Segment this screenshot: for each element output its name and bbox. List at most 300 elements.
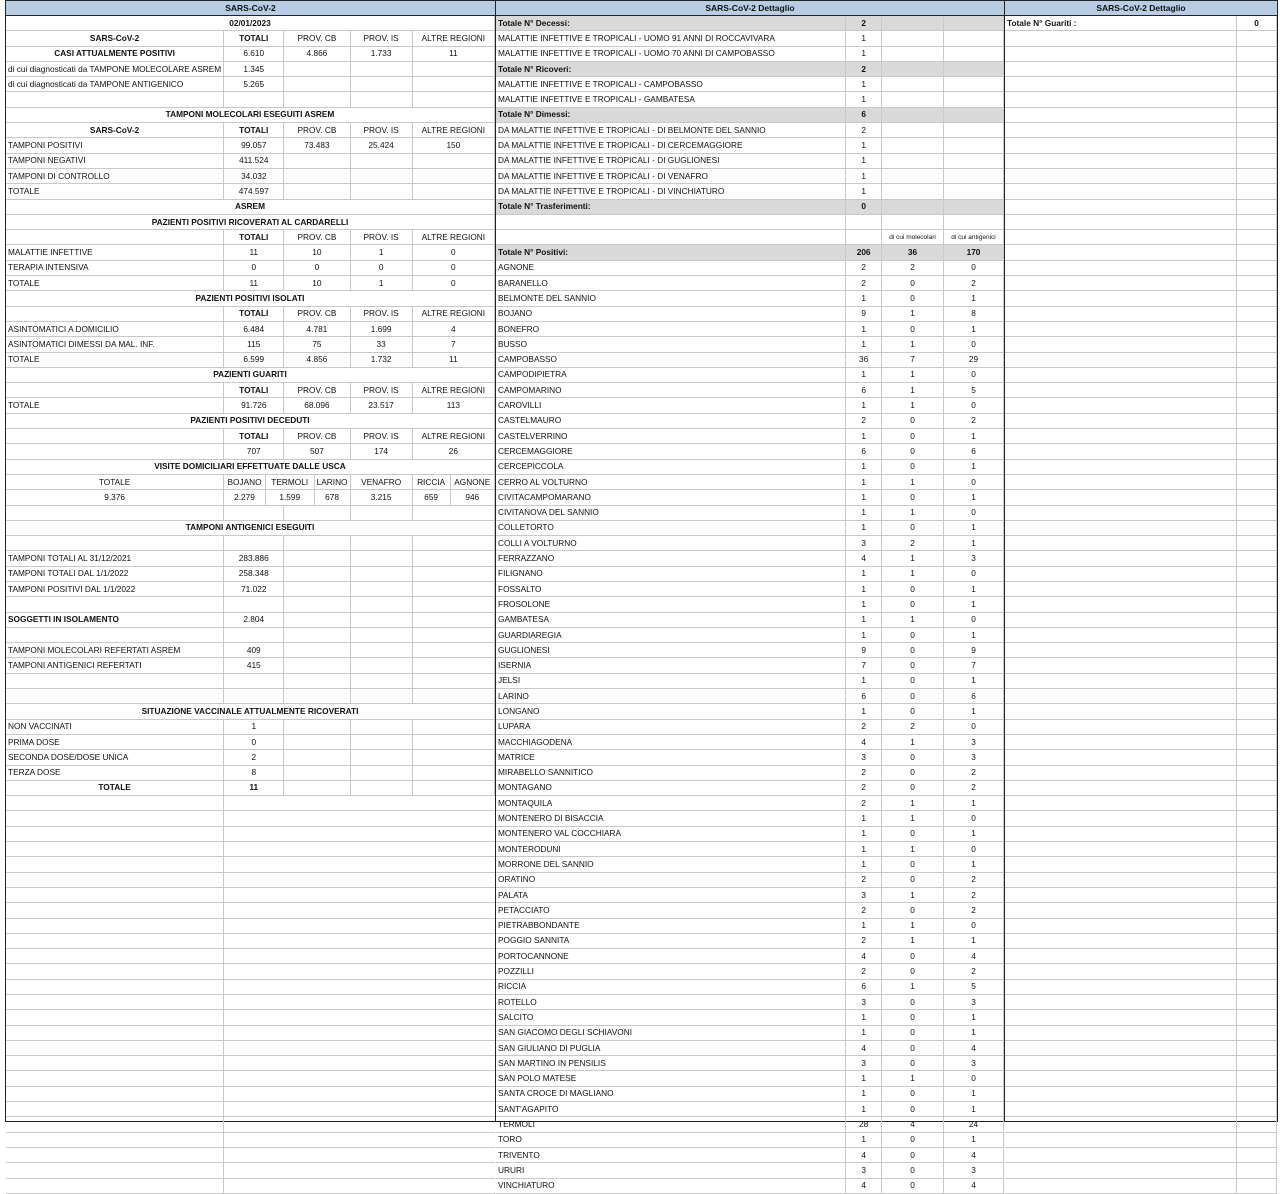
comune-name: MACCHIAGODENA [496, 734, 846, 749]
comune-total: 28 [846, 1117, 882, 1132]
table-cell [6, 1132, 224, 1147]
empty-row [1005, 214, 1277, 229]
table-row [496, 245, 1004, 260]
comune-row [496, 765, 1004, 780]
table-cell [1237, 780, 1277, 795]
empty-row [1005, 765, 1277, 780]
row-label: SOGGETTI IN ISOLAMENTO [6, 612, 224, 627]
empty-row [6, 1086, 495, 1101]
table-cell [6, 995, 224, 1010]
table-cell [412, 995, 494, 1010]
table-cell: TOTALI [224, 429, 284, 444]
row-label: TERAPIA INTENSIVA [6, 260, 224, 275]
table-cell [6, 949, 224, 964]
table-cell [6, 230, 224, 245]
table-row [496, 31, 1004, 46]
table-cell [1237, 46, 1277, 61]
table-row [6, 107, 495, 122]
comune-total: 3 [846, 536, 882, 551]
comune-name: ROTELLO [496, 995, 846, 1010]
comune-antigenici: 4 [944, 949, 1004, 964]
table-cell [1237, 566, 1277, 581]
table-cell [1237, 1071, 1277, 1086]
table-row [6, 352, 495, 367]
table-cell [224, 1132, 284, 1147]
summary-table [6, 16, 495, 1194]
table-row [6, 337, 495, 352]
comune-antigenici: 1 [944, 490, 1004, 505]
comune-row [496, 842, 1004, 857]
table-cell [1237, 1040, 1277, 1055]
detail-value: 1 [846, 138, 882, 153]
table-cell [1237, 337, 1277, 352]
comune-antigenici: 1 [944, 1132, 1004, 1147]
table-row [496, 77, 1004, 92]
prov-cb-value: 10 [284, 245, 350, 260]
table-cell [1237, 505, 1277, 520]
row-label: SECONDA DOSE/DOSE UNICA [6, 750, 224, 765]
table-cell [944, 199, 1004, 214]
comune-antigenici: 4 [944, 1147, 1004, 1162]
table-cell [1005, 750, 1237, 765]
table-row [6, 719, 495, 734]
table-row [6, 92, 495, 107]
table-cell [1237, 872, 1277, 887]
comune-name: BELMONTE DEL SANNIO [496, 291, 846, 306]
table-row [496, 61, 1004, 76]
comune-antigenici: 0 [944, 918, 1004, 933]
table-cell [1005, 734, 1237, 749]
table-cell [350, 1025, 412, 1040]
comune-molecolari: 1 [882, 918, 944, 933]
comune-antigenici: 1 [944, 1102, 1004, 1117]
table-cell [350, 566, 412, 581]
totali-value: 91.726 [224, 398, 284, 413]
empty-row [1005, 1132, 1277, 1147]
comune-total: 2 [846, 933, 882, 948]
comune-name: PIETRABBONDANTE [496, 918, 846, 933]
table-cell [6, 597, 224, 612]
guariti-table [1005, 16, 1277, 1194]
row-label: TOTALE [6, 276, 224, 291]
col-totali: TOTALI [224, 306, 284, 321]
table-cell [412, 1086, 494, 1101]
comune-name: SANT'AGAPITO [496, 1102, 846, 1117]
table-row [6, 612, 495, 627]
empty-row [1005, 1040, 1277, 1055]
empty-row [1005, 796, 1277, 811]
comune-name: BARANELLO [496, 276, 846, 291]
row-label: ASINTOMATICI DIMESSI DA MAL. INF. [6, 337, 224, 352]
table-cell [412, 77, 494, 92]
table-cell [350, 1132, 412, 1147]
table-cell [224, 536, 284, 551]
empty-row [1005, 566, 1277, 581]
empty-row [1005, 612, 1277, 627]
comune-antigenici: 1 [944, 1010, 1004, 1025]
comune-name: TORO [496, 1132, 846, 1147]
prov-cb-value: 10 [284, 276, 350, 291]
comune-total: 1 [846, 826, 882, 841]
table-cell [1237, 260, 1277, 275]
table-cell [284, 1025, 350, 1040]
row-label: TAMPONI TOTALI DAL 1/1/2022 [6, 566, 224, 581]
table-cell: 174 [350, 444, 412, 459]
table-cell [1237, 199, 1277, 214]
table-row [6, 734, 495, 749]
col-prov-cb: PROV. CB [284, 31, 350, 46]
prov-cb-value: 4.866 [284, 46, 350, 61]
table-cell [1005, 490, 1237, 505]
table-cell [1005, 612, 1237, 627]
table-cell [224, 1163, 284, 1178]
comune-antigenici: 3 [944, 551, 1004, 566]
table-cell [6, 383, 224, 398]
comune-total: 1 [846, 597, 882, 612]
table-cell [412, 811, 494, 826]
table-cell [284, 673, 350, 688]
empty-row [1005, 429, 1277, 444]
row-label: TAMPONI TOTALI AL 31/12/2021 [6, 551, 224, 566]
section-title: ASREM [6, 199, 495, 214]
table-cell [944, 214, 1004, 229]
comune-antigenici: 8 [944, 306, 1004, 321]
table-cell [6, 1025, 224, 1040]
row-label: di cui diagnosticati da TAMPONE ANTIGENICO [6, 77, 224, 92]
table-cell [412, 734, 494, 749]
totali-value: 99.057 [224, 138, 284, 153]
table-cell [1237, 811, 1277, 826]
table-cell [6, 1071, 224, 1086]
table-row [6, 367, 495, 382]
comune-row [496, 689, 1004, 704]
comune-name: FOSSALTO [496, 581, 846, 596]
empty-row [1005, 719, 1277, 734]
table-cell: ALTRE REGIONI [412, 429, 494, 444]
totali-value: 411.524 [224, 153, 284, 168]
comune-name: CERRO AL VOLTURNO [496, 474, 846, 489]
total-value: 0 [846, 199, 882, 214]
usca-value: 9.376 [6, 490, 224, 505]
table-cell [1005, 673, 1237, 688]
table-cell [1005, 842, 1237, 857]
table-cell [224, 689, 284, 704]
table-cell [1005, 107, 1237, 122]
table-cell [1237, 352, 1277, 367]
table-cell [350, 612, 412, 627]
col-prov-is: PROV. IS [350, 383, 412, 398]
table-row [6, 490, 495, 505]
table-cell [6, 1010, 224, 1025]
comune-row [496, 734, 1004, 749]
comune-row [496, 444, 1004, 459]
table-cell [1237, 581, 1277, 596]
empty-row [1005, 551, 1277, 566]
table-cell [284, 61, 350, 76]
usca-value: 678 [314, 490, 350, 505]
comune-name: PALATA [496, 887, 846, 902]
comune-molecolari: 1 [882, 337, 944, 352]
table-cell [1005, 337, 1237, 352]
table-cell [350, 1178, 412, 1193]
table-cell [350, 750, 412, 765]
comune-total: 2 [846, 276, 882, 291]
table-cell [1005, 918, 1237, 933]
table-cell [224, 811, 284, 826]
table-cell [284, 551, 350, 566]
prov-cb-value: 4.856 [284, 352, 350, 367]
comune-total: 1 [846, 490, 882, 505]
middle-panel [495, 0, 1005, 1191]
table-row [6, 597, 495, 612]
comune-molecolari: 0 [882, 689, 944, 704]
table-cell [1005, 1040, 1237, 1055]
comune-row [496, 459, 1004, 474]
table-cell [284, 612, 350, 627]
table-row [1005, 16, 1277, 31]
empty-row [1005, 627, 1277, 642]
prov-is-value: 1.699 [350, 321, 412, 336]
section-title: TAMPONI MOLECOLARI ESEGUITI ASREM [6, 107, 495, 122]
table-cell [1005, 536, 1237, 551]
comune-row [496, 719, 1004, 734]
comune-molecolari: 7 [882, 352, 944, 367]
table-cell [284, 918, 350, 933]
col-altre-regioni: ALTRE REGIONI [412, 230, 494, 245]
comune-name: FROSOLONE [496, 597, 846, 612]
comune-total: 1 [846, 673, 882, 688]
table-cell [1237, 490, 1277, 505]
table-cell [412, 933, 494, 948]
row-label: TOTALE [6, 352, 224, 367]
table-cell [1237, 734, 1277, 749]
table-row [6, 77, 495, 92]
comune-name: MONTENERO VAL COCCHIARA [496, 826, 846, 841]
empty-row [6, 1040, 495, 1055]
prov-cb-value [284, 153, 350, 168]
table-cell [1005, 1071, 1237, 1086]
comune-row [496, 857, 1004, 872]
table-cell [1237, 887, 1277, 902]
total-label: Totale N° Ricoveri: [496, 61, 846, 76]
table-cell [1005, 459, 1237, 474]
empty-row [6, 857, 495, 872]
comune-molecolari: 1 [882, 979, 944, 994]
table-cell [882, 107, 944, 122]
comune-row [496, 291, 1004, 306]
table-cell [1005, 214, 1237, 229]
altre-regioni-value: 4 [412, 321, 494, 336]
table-cell [350, 689, 412, 704]
table-cell [412, 750, 494, 765]
table-cell [1237, 918, 1277, 933]
empty-row [6, 1132, 495, 1147]
totali-value: 6.610 [224, 46, 284, 61]
comune-row [496, 811, 1004, 826]
detail-value: 1 [846, 153, 882, 168]
comune-row [496, 918, 1004, 933]
table-cell [284, 1178, 350, 1193]
empty-row [1005, 734, 1277, 749]
comune-molecolari: 0 [882, 444, 944, 459]
middle-header: SARS-CoV-2 Dettaglio [496, 1, 1004, 16]
empty-row [1005, 276, 1277, 291]
empty-row [6, 903, 495, 918]
comune-total: 2 [846, 780, 882, 795]
empty-row [6, 796, 495, 811]
table-row [496, 107, 1004, 122]
table-cell [350, 597, 412, 612]
detail-label: MALATTIE INFETTIVE E TROPICALI - UOMO 70 ANNI DI CAMPOBASSO [496, 46, 846, 61]
section-title: PAZIENTI POSITIVI RICOVERATI AL CARDARELLI [6, 214, 495, 229]
table-cell [412, 673, 494, 688]
comune-molecolari: 0 [882, 413, 944, 428]
table-cell [1237, 61, 1277, 76]
table-cell [1005, 1086, 1237, 1101]
table-cell [284, 581, 350, 596]
comune-total: 1 [846, 505, 882, 520]
table-cell [350, 1163, 412, 1178]
comune-molecolari: 0 [882, 704, 944, 719]
table-row [6, 230, 495, 245]
table-cell [412, 1132, 494, 1147]
table-cell [6, 811, 224, 826]
table-cell [1237, 627, 1277, 642]
comune-total: 6 [846, 689, 882, 704]
table-cell [1237, 796, 1277, 811]
table-cell [284, 505, 350, 520]
table-cell [1237, 1086, 1277, 1101]
comune-antigenici: 2 [944, 872, 1004, 887]
comune-name: PORTOCANNONE [496, 949, 846, 964]
comune-total: 4 [846, 1040, 882, 1055]
table-cell [1237, 474, 1277, 489]
table-cell [224, 1102, 284, 1117]
table-row [6, 138, 495, 153]
empty-row [1005, 352, 1277, 367]
comune-total: 1 [846, 1025, 882, 1040]
comune-total: 3 [846, 887, 882, 902]
table-cell [412, 658, 494, 673]
table-cell [6, 826, 224, 841]
table-cell [284, 1102, 350, 1117]
table-cell [350, 1117, 412, 1132]
detail-label: DA MALATTIE INFETTIVE E TROPICALI - DI VINCHIATURO [496, 184, 846, 199]
comune-molecolari: 0 [882, 490, 944, 505]
table-row [496, 230, 1004, 245]
table-row [6, 199, 495, 214]
comune-antigenici: 0 [944, 566, 1004, 581]
comune-molecolari: 0 [882, 765, 944, 780]
table-cell [412, 857, 494, 872]
table-row [496, 138, 1004, 153]
col-prov-cb: PROV. CB [284, 383, 350, 398]
detail-label: MALATTIE INFETTIVE E TROPICALI - CAMPOBASSO [496, 77, 846, 92]
comune-total: 6 [846, 444, 882, 459]
comune-row [496, 337, 1004, 352]
table-cell [1237, 520, 1277, 535]
totali-value: 11 [224, 245, 284, 260]
detail-value: 1 [846, 184, 882, 199]
empty-row [1005, 1086, 1277, 1101]
empty-row [6, 1102, 495, 1117]
comune-molecolari: 0 [882, 826, 944, 841]
prov-is-value: 1.733 [350, 46, 412, 61]
comune-name: CIVITACAMPOMARANO [496, 490, 846, 505]
comune-molecolari: 0 [882, 1163, 944, 1178]
table-cell [224, 949, 284, 964]
empty-row [1005, 444, 1277, 459]
table-cell [224, 903, 284, 918]
table-row [6, 520, 495, 535]
table-cell: 170 [944, 245, 1004, 260]
comune-antigenici: 0 [944, 842, 1004, 857]
table-row [6, 658, 495, 673]
usca-header: TOTALE [6, 474, 224, 489]
table-cell [284, 933, 350, 948]
comune-molecolari: 0 [882, 1102, 944, 1117]
comune-total: 1 [846, 581, 882, 596]
table-cell [1237, 245, 1277, 260]
table-cell: 409 [224, 643, 284, 658]
table-cell [284, 887, 350, 902]
table-cell [1005, 474, 1237, 489]
table-row [6, 383, 495, 398]
empty-row [1005, 505, 1277, 520]
row-label: PRIMA DOSE [6, 734, 224, 749]
comune-name: SAN MARTINO IN PENSILIS [496, 1056, 846, 1071]
table-cell [412, 689, 494, 704]
comune-name: ISERNIA [496, 658, 846, 673]
table-cell [1005, 92, 1237, 107]
comune-total: 1 [846, 429, 882, 444]
comune-molecolari: 1 [882, 383, 944, 398]
table-cell [944, 46, 1004, 61]
table-cell: 206 [846, 245, 882, 260]
comune-antigenici: 2 [944, 887, 1004, 902]
table-cell [1005, 1147, 1237, 1162]
table-cell [350, 964, 412, 979]
comune-total: 1 [846, 842, 882, 857]
table-cell [412, 61, 494, 76]
table-row [496, 123, 1004, 138]
empty-row [6, 979, 495, 994]
table-row [6, 214, 495, 229]
comune-molecolari: 0 [882, 995, 944, 1010]
comune-name: CASTELVERRINO [496, 429, 846, 444]
table-cell [412, 842, 494, 857]
empty-row [1005, 750, 1277, 765]
comune-antigenici: 1 [944, 581, 1004, 596]
comune-name: TRIVENTO [496, 1147, 846, 1162]
comune-name: VINCHIATURO [496, 1178, 846, 1193]
comune-total: 4 [846, 1178, 882, 1193]
table-cell [944, 77, 1004, 92]
table-cell [1237, 964, 1277, 979]
row-label: di cui diagnosticati da TAMPONE MOLECOLARE ASREM [6, 61, 224, 76]
col-totali: TOTALI [224, 383, 284, 398]
empty-row [1005, 291, 1277, 306]
comune-name: ORATINO [496, 872, 846, 887]
comune-molecolari: 0 [882, 964, 944, 979]
comune-antigenici: 1 [944, 933, 1004, 948]
detail-label: MALATTIE INFETTIVE E TROPICALI - UOMO 91 ANNI DI ROCCAVIVARA [496, 31, 846, 46]
comune-name: POGGIO SANNITA [496, 933, 846, 948]
table-cell [224, 857, 284, 872]
table-cell [284, 1010, 350, 1025]
comune-antigenici: 1 [944, 796, 1004, 811]
empty-row [1005, 857, 1277, 872]
